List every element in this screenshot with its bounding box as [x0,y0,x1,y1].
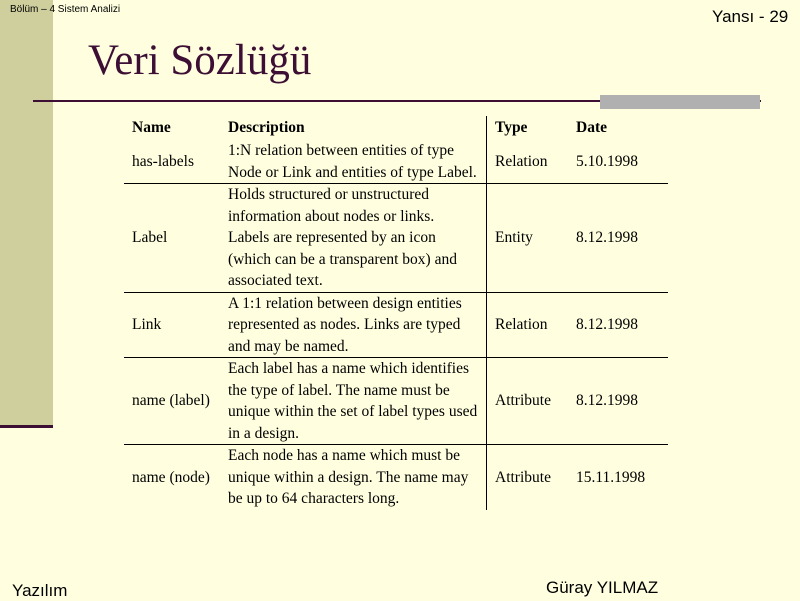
table-header-row [124,116,668,140]
table-row [124,358,668,445]
slide-title: Veri Sözlüğü [88,37,312,84]
cell-date: 8.12.1998 [568,292,668,358]
cell-date: 5.10.1998 [576,152,638,170]
cell-description: Each label has a name which identifies the type of label. The name must be unique within the set of label types used in a design. [220,358,487,445]
cell-description: Holds structured or unstructured information about nodes or links. Labels are represented by an icon (which can be a transparent box) and associated text. [220,184,487,293]
cell-description: Each node has a name which must be unique within a design. The name may be up to 64 characters long. [220,445,487,510]
cell-name: Label [124,184,220,293]
column-header-date: Date [576,119,607,137]
cell-name: name (node) [124,445,220,510]
cell-type: Attribute [487,445,569,510]
column-header-type: Type [487,116,569,140]
cell-type: Entity [487,184,569,293]
column-header-name: Name [132,119,171,137]
table-row [124,445,668,510]
table-row [124,184,668,293]
left-sidebar-band [0,0,53,426]
table-row [124,292,668,358]
data-dictionary-table [124,116,668,510]
chapter-label: Bölüm – 4 Sistem Analizi [10,4,121,15]
cell-date: 8.12.1998 [568,184,668,293]
footer-author: Güray YILMAZ [546,578,659,597]
cell-type: Attribute [487,358,569,445]
cell-name: Link [124,292,220,358]
cell-date: 8.12.1998 [568,358,668,445]
footer-course: Yazılım [12,581,68,600]
left-sidebar-rule [0,425,53,428]
cell-description: A 1:1 relation between design entities represented as nodes. Links are typed and may be named. [220,292,487,358]
cell-date: 15.11.1998 [568,445,668,510]
cell-type: Relation [487,292,569,358]
cell-name: name (label) [124,358,220,445]
cell-type: Relation [487,140,569,184]
title-accent-bar [600,95,760,109]
slide-number: Yansı - 29 [712,7,789,26]
table-row [124,140,668,184]
cell-name: has-labels [132,152,194,170]
cell-description: 1:N relation between entities of type Node or Link and entities of type Label. [228,142,477,181]
column-header-description: Description [228,119,305,137]
